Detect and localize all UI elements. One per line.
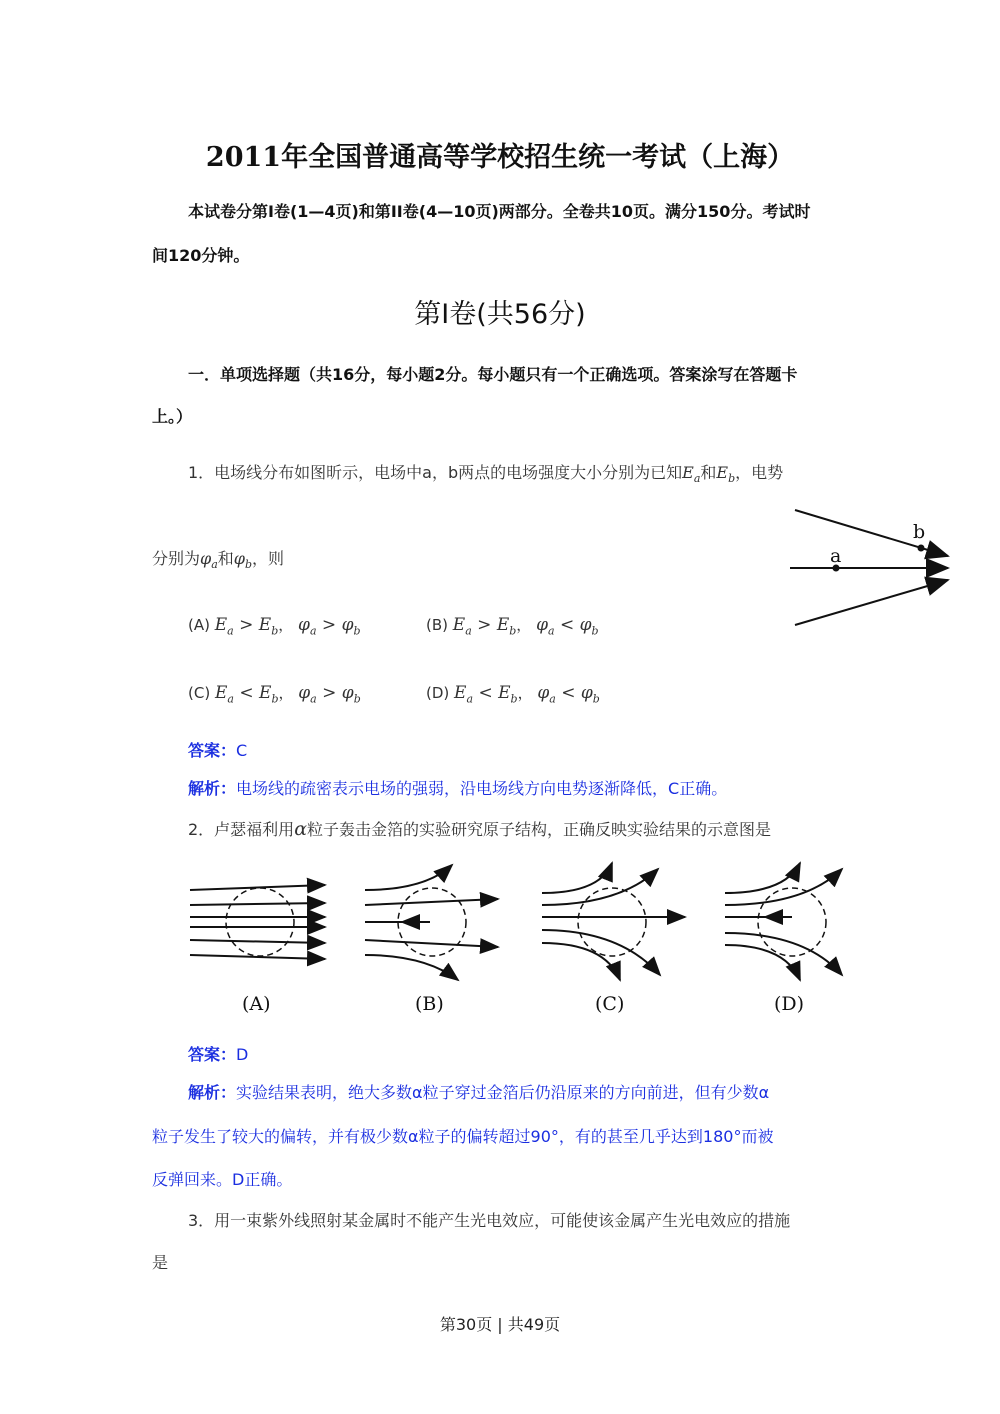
q1-option-d[interactable]: (D) $E_a < E_b$， $\varphi_a < \varphi_b$: [426, 683, 600, 706]
q1-and: 和: [700, 463, 717, 482]
q2-analysis-line-1: 解析：实验结果表明，绝大多数α粒子穿过金箔后仍沿原来的方向前进，但有少数α: [188, 1083, 770, 1102]
q2-scattering-figures: [180, 855, 860, 1025]
q1-text-a: 1．电场线分布如图昕示，电场中a，b两点的电场强度大小分别为已知: [188, 463, 683, 482]
q2-analysis-line-3: 反弹回来。D正确。: [152, 1170, 293, 1189]
part-heading-line-1: 一．单项选择题（共16分，每小题2分。每小题只有一个正确选项。答案涂写在答题卡: [188, 365, 798, 384]
intro-line-1: 本试卷分第I卷(1—4页)和第II卷(4—10页)两部分。全卷共10页。满分150分。考试时: [188, 202, 811, 221]
q1-text-d: ，则: [252, 549, 285, 568]
q1-analysis: 解析：电场线的疏密表示电场的强弱，沿电场线方向电势逐渐降低，C正确。: [188, 779, 728, 798]
q1-phi-b: $\varphi_b$: [233, 549, 253, 572]
point-a-label: a: [830, 545, 842, 567]
figure-d-label: (D): [774, 993, 805, 1015]
figure-c-label: (C): [595, 993, 625, 1015]
q1-phi-a: $\varphi_a$: [200, 549, 218, 572]
q1-and-2: 和: [217, 549, 234, 568]
figure-d: [725, 863, 842, 980]
document-title: 2011年全国普通高等学校招生统一考试（上海）: [205, 142, 795, 173]
q1-answer: 答案：C: [188, 741, 248, 760]
q2-analysis-line-2: 粒子发生了较大的偏转，并有极少数α粒子的偏转超过90°，有的甚至几乎达到180°而被: [152, 1127, 774, 1146]
q1-stem-line-1: [188, 460, 783, 485]
q1-stem-line-2: [152, 546, 284, 571]
q1-option-a[interactable]: (A) $E_a > E_b$， $\varphi_a > \varphi_b$: [188, 615, 361, 638]
q1-Eb: $E_b$: [716, 463, 736, 486]
figure-a-label: (A): [242, 993, 271, 1015]
point-b-label: b: [913, 521, 926, 543]
q3-stem-line-1: 3．用一束紫外线照射某金属时不能产生光电效应，可能使该金属产生光电效应的措施: [188, 1211, 791, 1230]
q2-answer: 答案：D: [188, 1045, 249, 1064]
q1-Ea: $E_a$: [682, 463, 701, 486]
figure-b-label: (B): [415, 993, 444, 1015]
figure-a: [190, 885, 325, 959]
point-b-dot: [918, 545, 925, 552]
page-footer: 第30页 | 共49页: [439, 1315, 561, 1334]
figure-b: [365, 865, 498, 980]
field-line-lower: [795, 580, 948, 625]
q2-stem: 2．卢瑟福利用α粒子轰击金箔的实验研究原子结构，正确反映实验结果的示意图是: [188, 818, 772, 840]
part-heading-line-2: 上。）: [152, 407, 193, 426]
intro-line-2: 间120分钟。: [152, 246, 250, 265]
q1-option-c[interactable]: (C) $E_a < E_b$， $\varphi_a > \varphi_b$: [188, 683, 361, 706]
q1-option-b[interactable]: (B) $E_a > E_b$， $\varphi_a < \varphi_b$: [426, 615, 599, 638]
figure-c: [542, 863, 685, 980]
q3-stem-line-2: 是: [152, 1253, 169, 1272]
q1-field-line-figure: [780, 500, 960, 635]
q1-text-c: 分别为: [152, 549, 201, 568]
q1-text-b: ，电势: [735, 463, 784, 482]
section-title: 第I卷(共56分): [414, 299, 586, 330]
